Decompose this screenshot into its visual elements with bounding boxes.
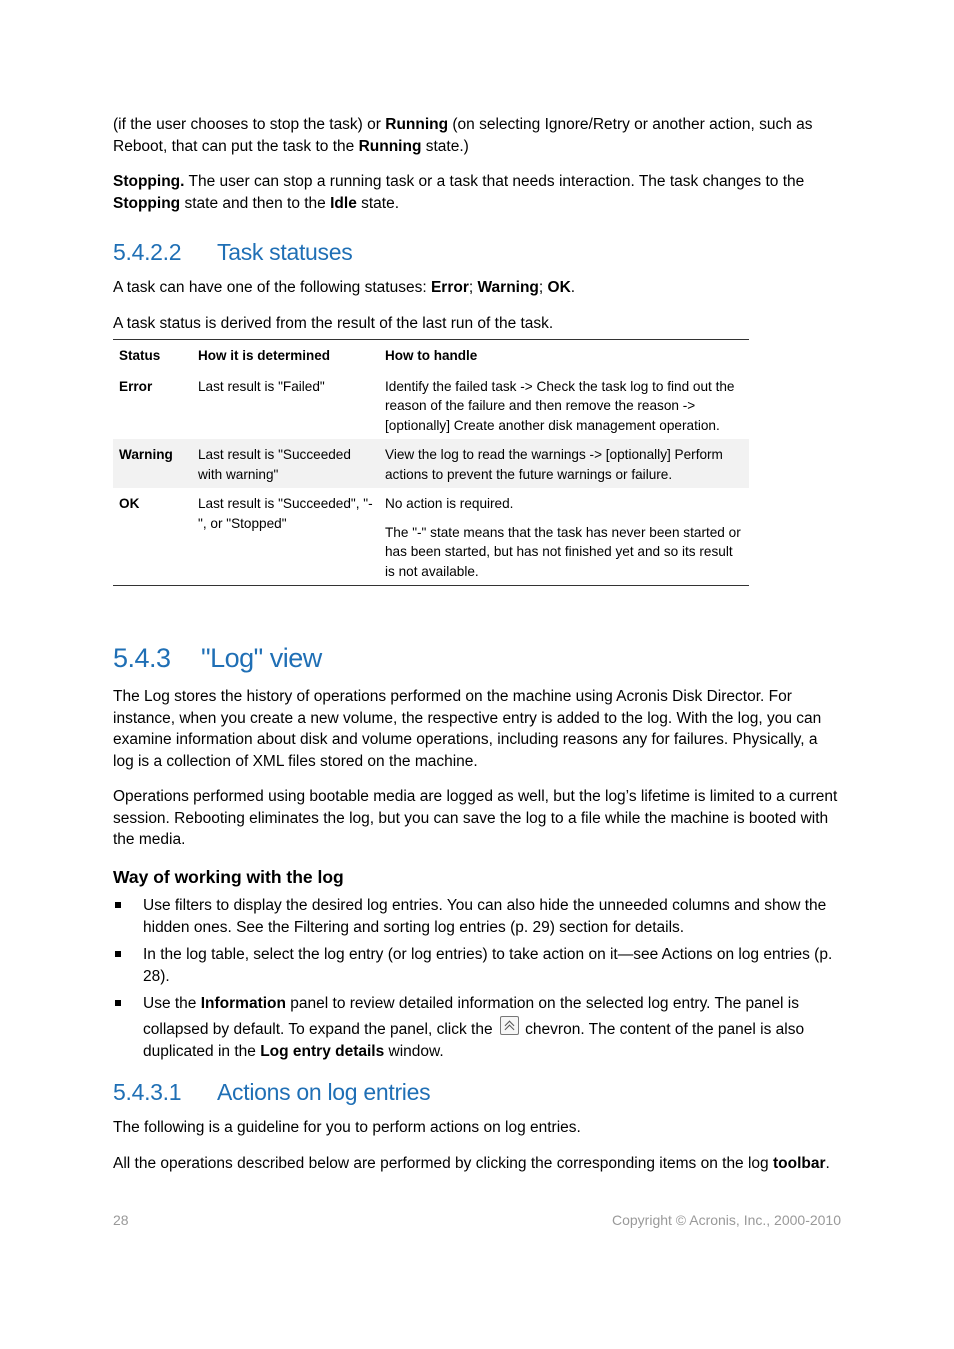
bold-text: Log entry details [260, 1043, 385, 1060]
determined-cell: Last result is "Succeeded with warning" [192, 439, 379, 488]
bullet-square-icon [115, 1000, 121, 1006]
list-item [113, 895, 841, 938]
handle-cell [379, 488, 749, 586]
bold-text: Error [430, 279, 469, 296]
log-view-paragraph-2: Operations performed using bootable media are logged as well, but the log’s lifetime is limited to a current session. Rebooting eliminates the log, but you can save the log to a file while the machine is booted with the media. [113, 788, 838, 848]
list-item [113, 993, 841, 1064]
determined-cell: Last result is "Succeeded", "-", or "Stopped" [198, 496, 373, 531]
list-item-text: In the log table, select the log entry (or log entries) to take action on it—see Actions on log entries (p. 28). [143, 946, 833, 985]
column-header-handle: How to handle [385, 348, 478, 363]
status-cell: Error [119, 378, 153, 394]
task-status-table [113, 339, 749, 586]
section-number: 5.4.3.1 [113, 1079, 182, 1105]
bold-text: OK [547, 279, 571, 296]
list-item-text: Use filters to display the desired log entries. You can also hide the unneeded columns and show the hidden ones. See the Filtering and sorting log entries (p. 29) section for details. [143, 897, 827, 936]
bold-text: Running [358, 137, 422, 155]
task-status-derivation-paragraph: A task status is derived from the result of the last run of the task. [113, 315, 554, 332]
section-heading-task-statuses [113, 239, 352, 266]
section-title: Task statuses [217, 239, 353, 265]
copyright-text: Copyright © Acronis, Inc., 2000-2010 [612, 1212, 841, 1228]
table-row-error [113, 371, 749, 440]
bold-text: Running [385, 116, 449, 133]
actions-paragraph-1: The following is a guideline for you to perform actions on log entries. [113, 1119, 581, 1136]
column-header-status: Status [119, 348, 161, 363]
handle-cell: View the log to read the warnings -> [optionally] Perform actions to prevent the future warnings or failure. [379, 439, 749, 488]
intro-paragraph-running: (if the user chooses to stop the task) or Running (on selecting Ignore/Retry or another action, such as Reboot, that can put the task to the Running state.) [113, 116, 813, 155]
handle-line: The "-" state means that the task has never been started or has been started, but has not finished yet and so its result is not available. [385, 524, 741, 579]
status-cell: Warning [113, 439, 192, 488]
bold-text: Information [200, 995, 286, 1012]
table-row-ok [113, 488, 749, 586]
bold-text: Stopping. [113, 173, 185, 190]
list-item-text: Use the Information panel to review detailed information on the selected log entry. The panel is collapsed by default. To expand the panel, click the chevron. The content of the panel is also duplicated in the Log entry details window. [143, 995, 805, 1060]
handle-line: No action is required. [385, 496, 514, 511]
section-title: Actions on log entries [217, 1079, 431, 1105]
page-number: 28 [113, 1212, 129, 1228]
chevron-up-double-icon [500, 1016, 519, 1035]
way-of-working-list [113, 895, 841, 1070]
status-cell: OK [119, 496, 140, 511]
section-number: 5.4.3 [113, 643, 171, 673]
section-heading-actions-on-log-entries [113, 1079, 430, 1106]
subheading-way-of-working: Way of working with the log [113, 867, 344, 887]
list-item [113, 944, 841, 987]
determined-cell: Last result is "Failed" [198, 378, 325, 394]
table-row-warning [113, 439, 749, 488]
intro-paragraph-stopping: Stopping. The user can stop a running task or a task that needs interaction. The task changes to the Stopping state and then to the Idle state. [113, 173, 805, 212]
bold-text: Warning [477, 279, 539, 296]
bullet-square-icon [115, 902, 121, 908]
handle-cell: Identify the failed task -> Check the task log to find out the reason of the failure and then remove the reason -> [optionally] Create another disk management operation. [385, 378, 735, 433]
section-title: "Log" view [201, 643, 322, 673]
table-header-row [113, 340, 749, 371]
task-statuses-paragraph: A task can have one of the following statuses: Error; Warning; OK. [113, 279, 576, 296]
bold-text: Idle [330, 194, 357, 212]
bold-text: Stopping [113, 194, 181, 212]
log-view-paragraph-1: The Log stores the history of operations performed on the machine using Acronis Disk Director. For instance, when you create a new volume, the respective entry is added to the log. With the log, you can examine information about disk and volume operations, including reasons any for failures. Physically, a log is a collection of XML files stored on the machine. [113, 688, 822, 770]
column-header-determined: How it is determined [198, 348, 331, 363]
bold-text: toolbar [772, 1155, 826, 1172]
bullet-square-icon [115, 951, 121, 957]
section-heading-log-view [113, 643, 322, 674]
section-number: 5.4.2.2 [113, 239, 182, 265]
actions-paragraph-2: All the operations described below are performed by clicking the corresponding items on the log toolbar. [113, 1155, 830, 1172]
